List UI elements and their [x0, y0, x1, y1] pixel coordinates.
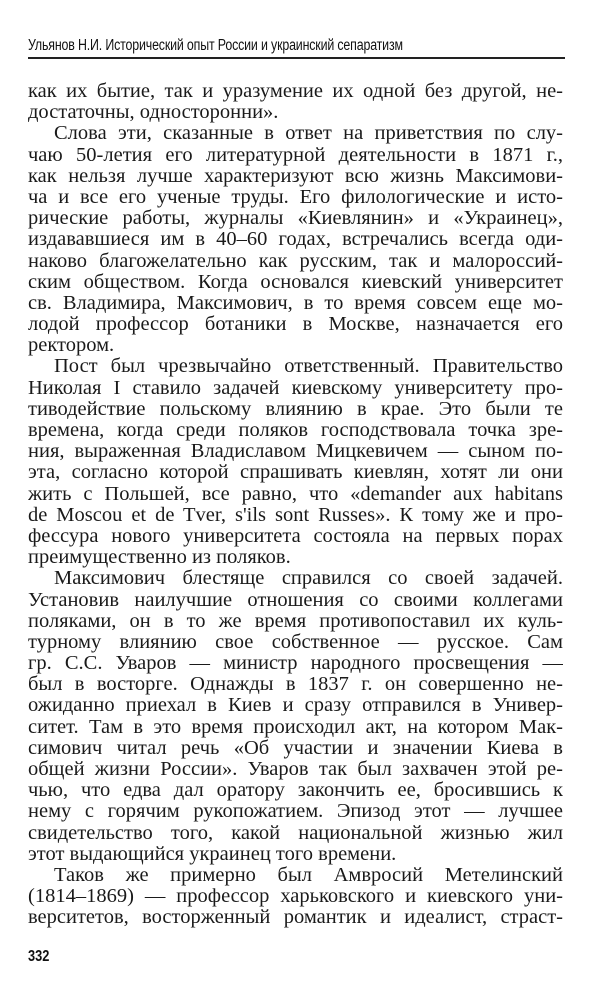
- text-line: св. Владимира, Максимович, в то время совсем еще мо-: [28, 292, 563, 314]
- text-line: Слова эти, сказанные в ответ на приветствия по слу-: [54, 123, 563, 145]
- text-line: ния, выраженная Владиславом Мицкевичем — сыном по-: [28, 441, 563, 463]
- text-line: был в восторге. Однажды в 1837 г. он совершенно не-: [28, 674, 563, 696]
- text-line: ским обществом. Когда основался киевский университет: [28, 271, 563, 293]
- text-line: чаю 50-летия его литературной деятельности в 1871 г.,: [28, 144, 563, 166]
- text-line: как их бытие, так и уразумение их одной без другой, не-: [28, 81, 563, 102]
- text-line: времена, когда среди поляков господствовала точка зре-: [28, 420, 563, 441]
- running-head-title: Ульянов Н.И. Исторический опыт России и украинский сепаратизм: [28, 37, 403, 54]
- text-line: ожиданно приехал в Киев и сразу отправился в Универ-: [28, 695, 563, 717]
- text-line: гр. С.С. Уваров — министр народного просвещения —: [28, 653, 563, 675]
- text-line: Таков же примерно был Амвросий Метелинский: [54, 864, 563, 886]
- text-line: эта, согласно которой спрашивать киевлян, хотят ли они: [28, 462, 563, 484]
- text-line: верситетов, восторженный романтик и идеалист, страст-: [28, 907, 563, 929]
- text-line: Установив наилучшие отношения со своими коллегами: [28, 589, 563, 611]
- body-text: [28, 81, 563, 929]
- text-line: лодой профессор ботаники в Москве, назначается его: [28, 314, 563, 336]
- text-line: свидетельство того, какой национальной жизнью жил: [28, 822, 563, 844]
- text-line: наково благожелательно как русским, так и малороссий-: [28, 250, 563, 272]
- header-divider: [28, 57, 565, 59]
- text-line: этот выдающийся украинец того времени.: [28, 843, 397, 865]
- text-line: симович читал речь «Об участии и значении Киева в: [28, 737, 563, 759]
- text-line: фессура нового университета состояла на первых порах: [28, 525, 563, 547]
- text-line: чью, что едва дал оратору закончить ее, бросившись к: [28, 780, 563, 802]
- page-number: 332: [28, 948, 50, 965]
- text-line: рические работы, журналы «Киевлянин» и «Украинец»,: [28, 208, 563, 230]
- text-line: турному влиянию свое собственное — русское. Сам: [28, 631, 563, 653]
- text-line: поляками, он в то же время противопоставил их куль-: [28, 610, 563, 632]
- text-line: ситет. Там в это время происходил акт, на котором Мак-: [28, 716, 563, 738]
- text-line: нему с горячим рукопожатием. Эпизод этот — лучшее: [28, 801, 563, 823]
- text-line: преимущественно из поляков.: [28, 547, 291, 569]
- text-line: ректором.: [28, 335, 115, 357]
- text-line: Николая I ставило задачей киевскому университету про-: [28, 377, 563, 399]
- text-line: ча и все его ученые труды. Его филологические и исто-: [28, 186, 563, 208]
- text-line: Пост был чрезвычайно ответственный. Правительство: [54, 356, 563, 378]
- text-line: Максимович блестяще справился со своей задачей.: [54, 568, 563, 590]
- text-line: общей жизни России». Уваров так был захвачен этой ре-: [28, 759, 563, 780]
- text-line: достаточны, односторонни».: [28, 102, 279, 124]
- text-line: как нельзя лучше характеризуют всю жизнь Максимови-: [28, 165, 563, 187]
- text-line: de Moscou et de Tver, s'ils sont Russes». К тому же и про-: [28, 504, 563, 526]
- text-line: издававшиеся им в 40–60 годах, встречались всегда оди-: [28, 229, 563, 251]
- text-line: (1814–1869) — профессор харьковского и киевского уни-: [28, 886, 563, 908]
- text-line: жить с Польшей, все равно, что «demander aux habitans: [28, 483, 563, 505]
- text-line: тиводействие польскому влиянию в крае. Это были те: [28, 398, 563, 420]
